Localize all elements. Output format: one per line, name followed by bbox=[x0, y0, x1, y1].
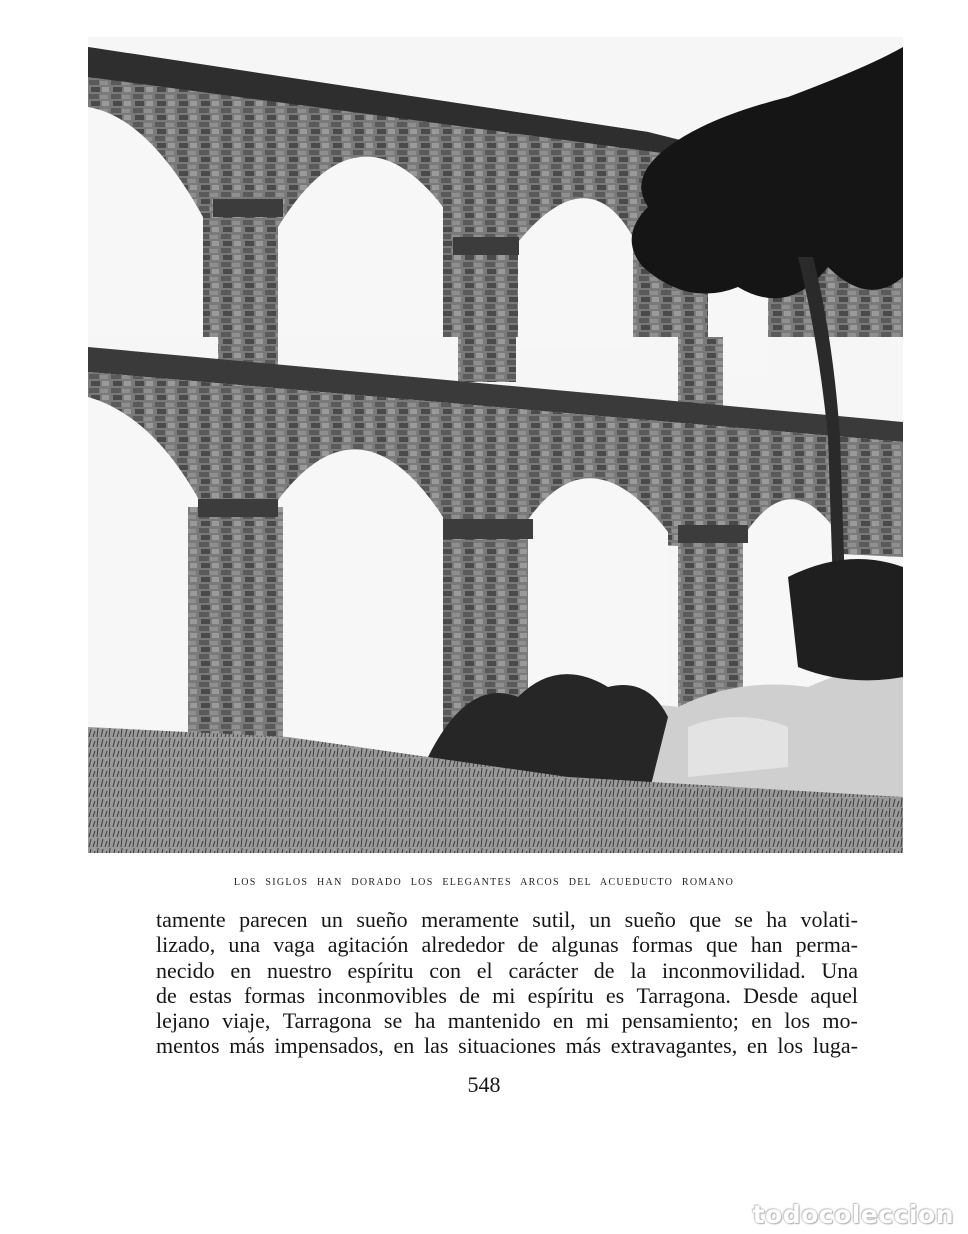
text-line: lejano viaje, Tarragona se ha mantenido en mi pensamiento; en los mo- bbox=[156, 1008, 858, 1034]
photo-caption: LOS SIGLOS HAN DORADO LOS ELEGANTES ARCOS DEL ACUEDUCTO ROMANO bbox=[233, 877, 735, 888]
watermark-logo: todocoleccion bbox=[752, 1200, 954, 1229]
text-line: mentos más impensados, en las situaciones más extravagantes, en los luga- bbox=[156, 1033, 858, 1059]
text-line: tamente parecen un sueño meramente sutil, un sueño que se ha volati- bbox=[156, 907, 858, 932]
page-number: 548 bbox=[467, 1072, 501, 1097]
text-line: necido en nuestro espíritu con el carácter de la inconmovilidad. Una bbox=[156, 957, 858, 983]
aqueduct-illustration bbox=[88, 37, 903, 853]
body-paragraph bbox=[156, 907, 858, 1059]
text-line: de estas formas inconmovibles de mi espíritu es Tarragona. Desde aquel bbox=[156, 982, 858, 1008]
aqueduct-photo bbox=[88, 37, 903, 853]
text-line: lizado, una vaga agitación alrededor de algunas formas que han perma- bbox=[156, 932, 858, 958]
